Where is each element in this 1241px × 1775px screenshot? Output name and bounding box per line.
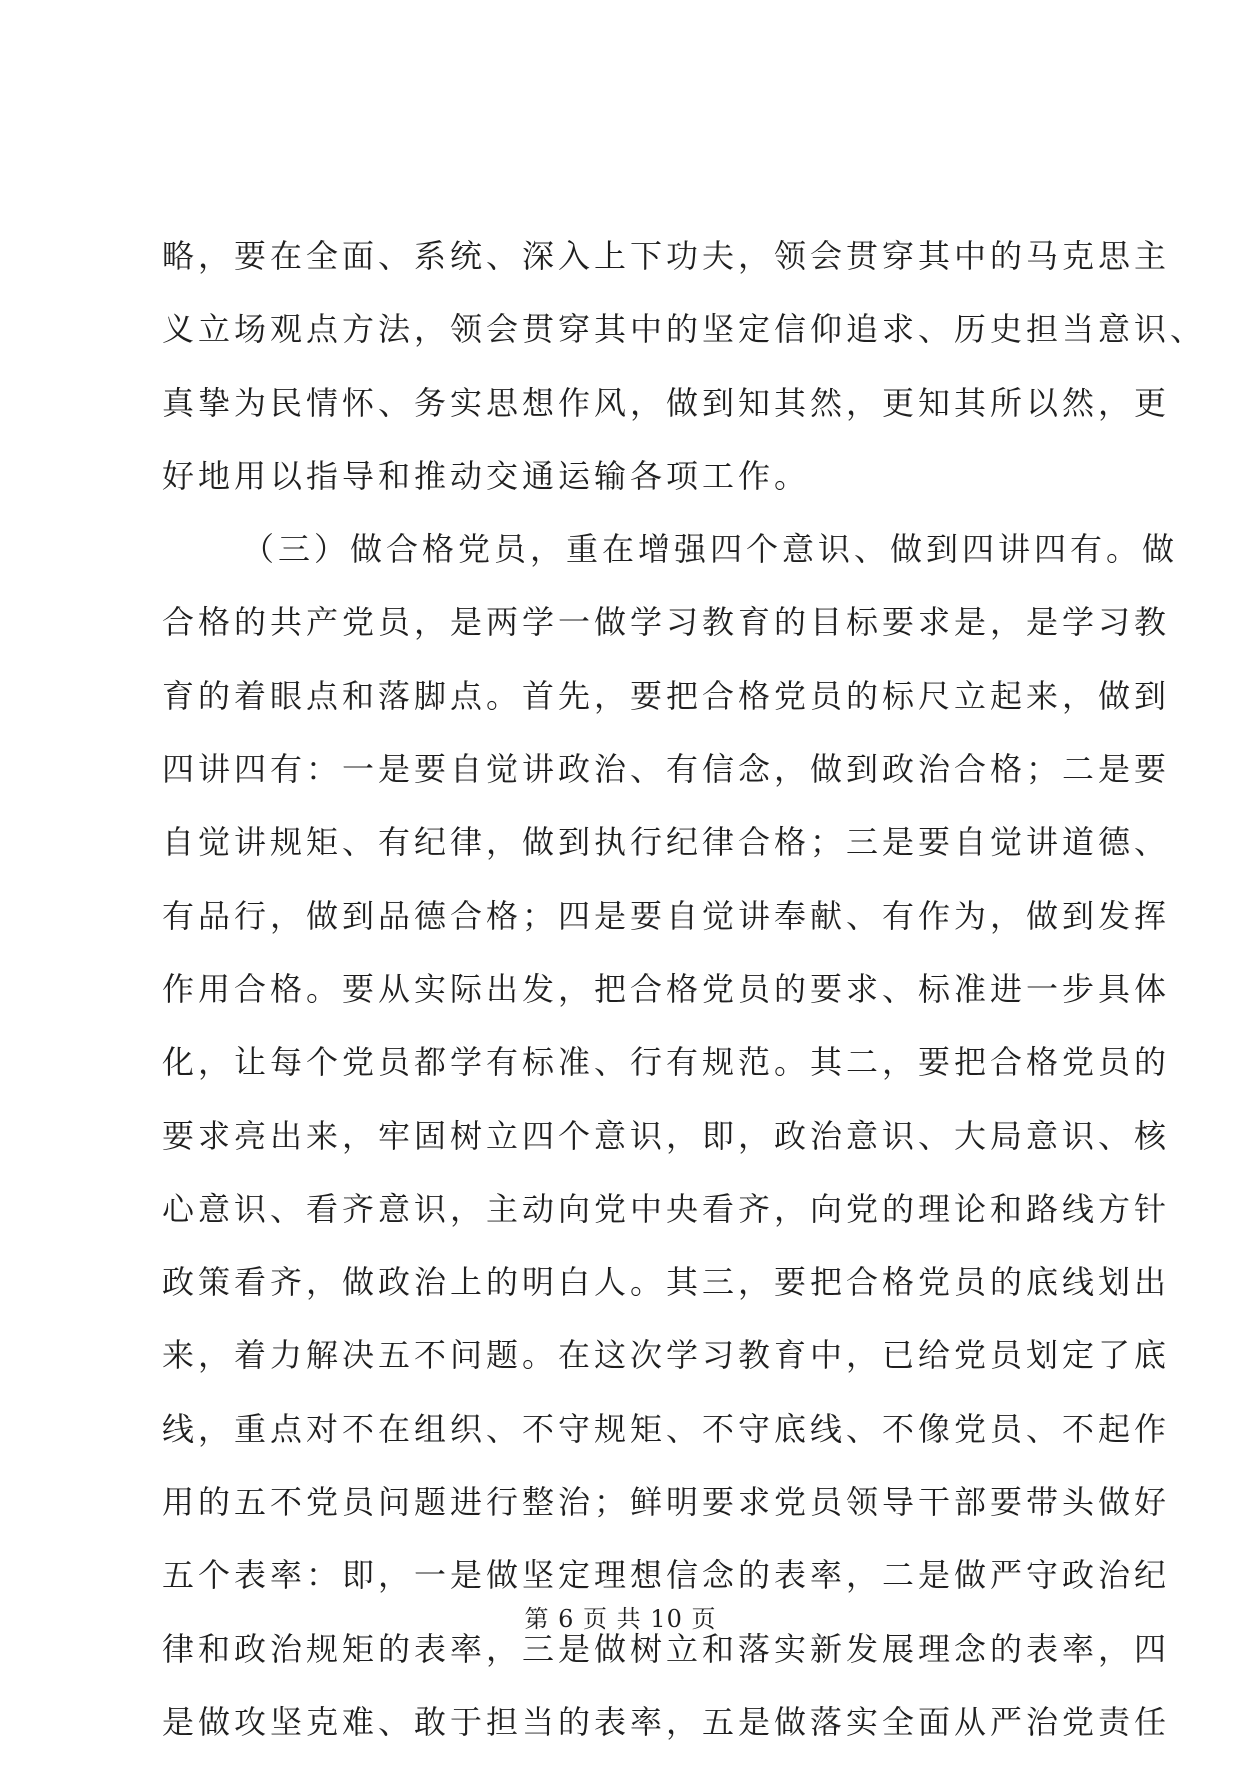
text-line: 政策看齐，做政治上的明白人。其三，要把合格党员的底线划出 xyxy=(162,1263,1171,1302)
text-line: 合格的共产党员，是两学一做学习教育的目标要求是，是学习教 xyxy=(162,603,1171,642)
text-line: （三）做合格党员，重在增强四个意识、做到四讲四有。做 xyxy=(242,530,1179,569)
page-number: 第 6 页 共 10 页 xyxy=(524,1605,717,1633)
text-line: 线，重点对不在组织、不守规矩、不守底线、不像党员、不起作 xyxy=(162,1409,1171,1448)
text-line: 自觉讲规矩、有纪律，做到执行纪律合格；三是要自觉讲道德、 xyxy=(162,823,1171,862)
text-line: 作用合格。要从实际出发，把合格党员的要求、标准进一步具体 xyxy=(162,969,1171,1008)
text-line: 要求亮出来，牢固树立四个意识，即，政治意识、大局意识、核 xyxy=(162,1116,1171,1155)
text-line: 真挚为民情怀、务实思想作风，做到知其然，更知其所以然，更 xyxy=(162,383,1171,422)
text-line: 化，让每个党员都学有标准、行有规范。其二，要把合格党员的 xyxy=(162,1043,1171,1082)
text-line: 五个表率：即，一是做坚定理想信念的表率，二是做严守政治纪 xyxy=(162,1556,1171,1595)
text-line: 育的着眼点和落脚点。首先，要把合格党员的标尺立起来，做到 xyxy=(162,676,1171,715)
text-line: 来，着力解决五不问题。在这次学习教育中，已给党员划定了底 xyxy=(162,1336,1171,1375)
body-text xyxy=(162,236,1207,1775)
text-line: 用的五不党员问题进行整治；鲜明要求党员领导干部要带头做好 xyxy=(162,1483,1171,1522)
text-line: 是做攻坚克难、敢于担当的表率，五是做落实全面从严治党责任 xyxy=(162,1702,1171,1741)
text-line: 心意识、看齐意识，主动向党中央看齐，向党的理论和路线方针 xyxy=(162,1189,1171,1228)
page-footer xyxy=(0,1599,1241,1634)
text-line: 好地用以指导和推动交通运输各项工作。 xyxy=(162,456,811,495)
text-line: 义立场观点方法，领会贯穿其中的坚定信仰追求、历史担当意识、 xyxy=(162,310,1207,349)
text-line: 有品行，做到品德合格；四是要自觉讲奉献、有作为，做到发挥 xyxy=(162,896,1171,935)
text-line: 律和政治规矩的表率，三是做树立和落实新发展理念的表率，四 xyxy=(162,1629,1171,1668)
text-line: 四讲四有：一是要自觉讲政治、有信念，做到政治合格；二是要 xyxy=(162,750,1171,789)
text-line: 略，要在全面、系统、深入上下功夫，领会贯穿其中的马克思主 xyxy=(162,237,1171,275)
